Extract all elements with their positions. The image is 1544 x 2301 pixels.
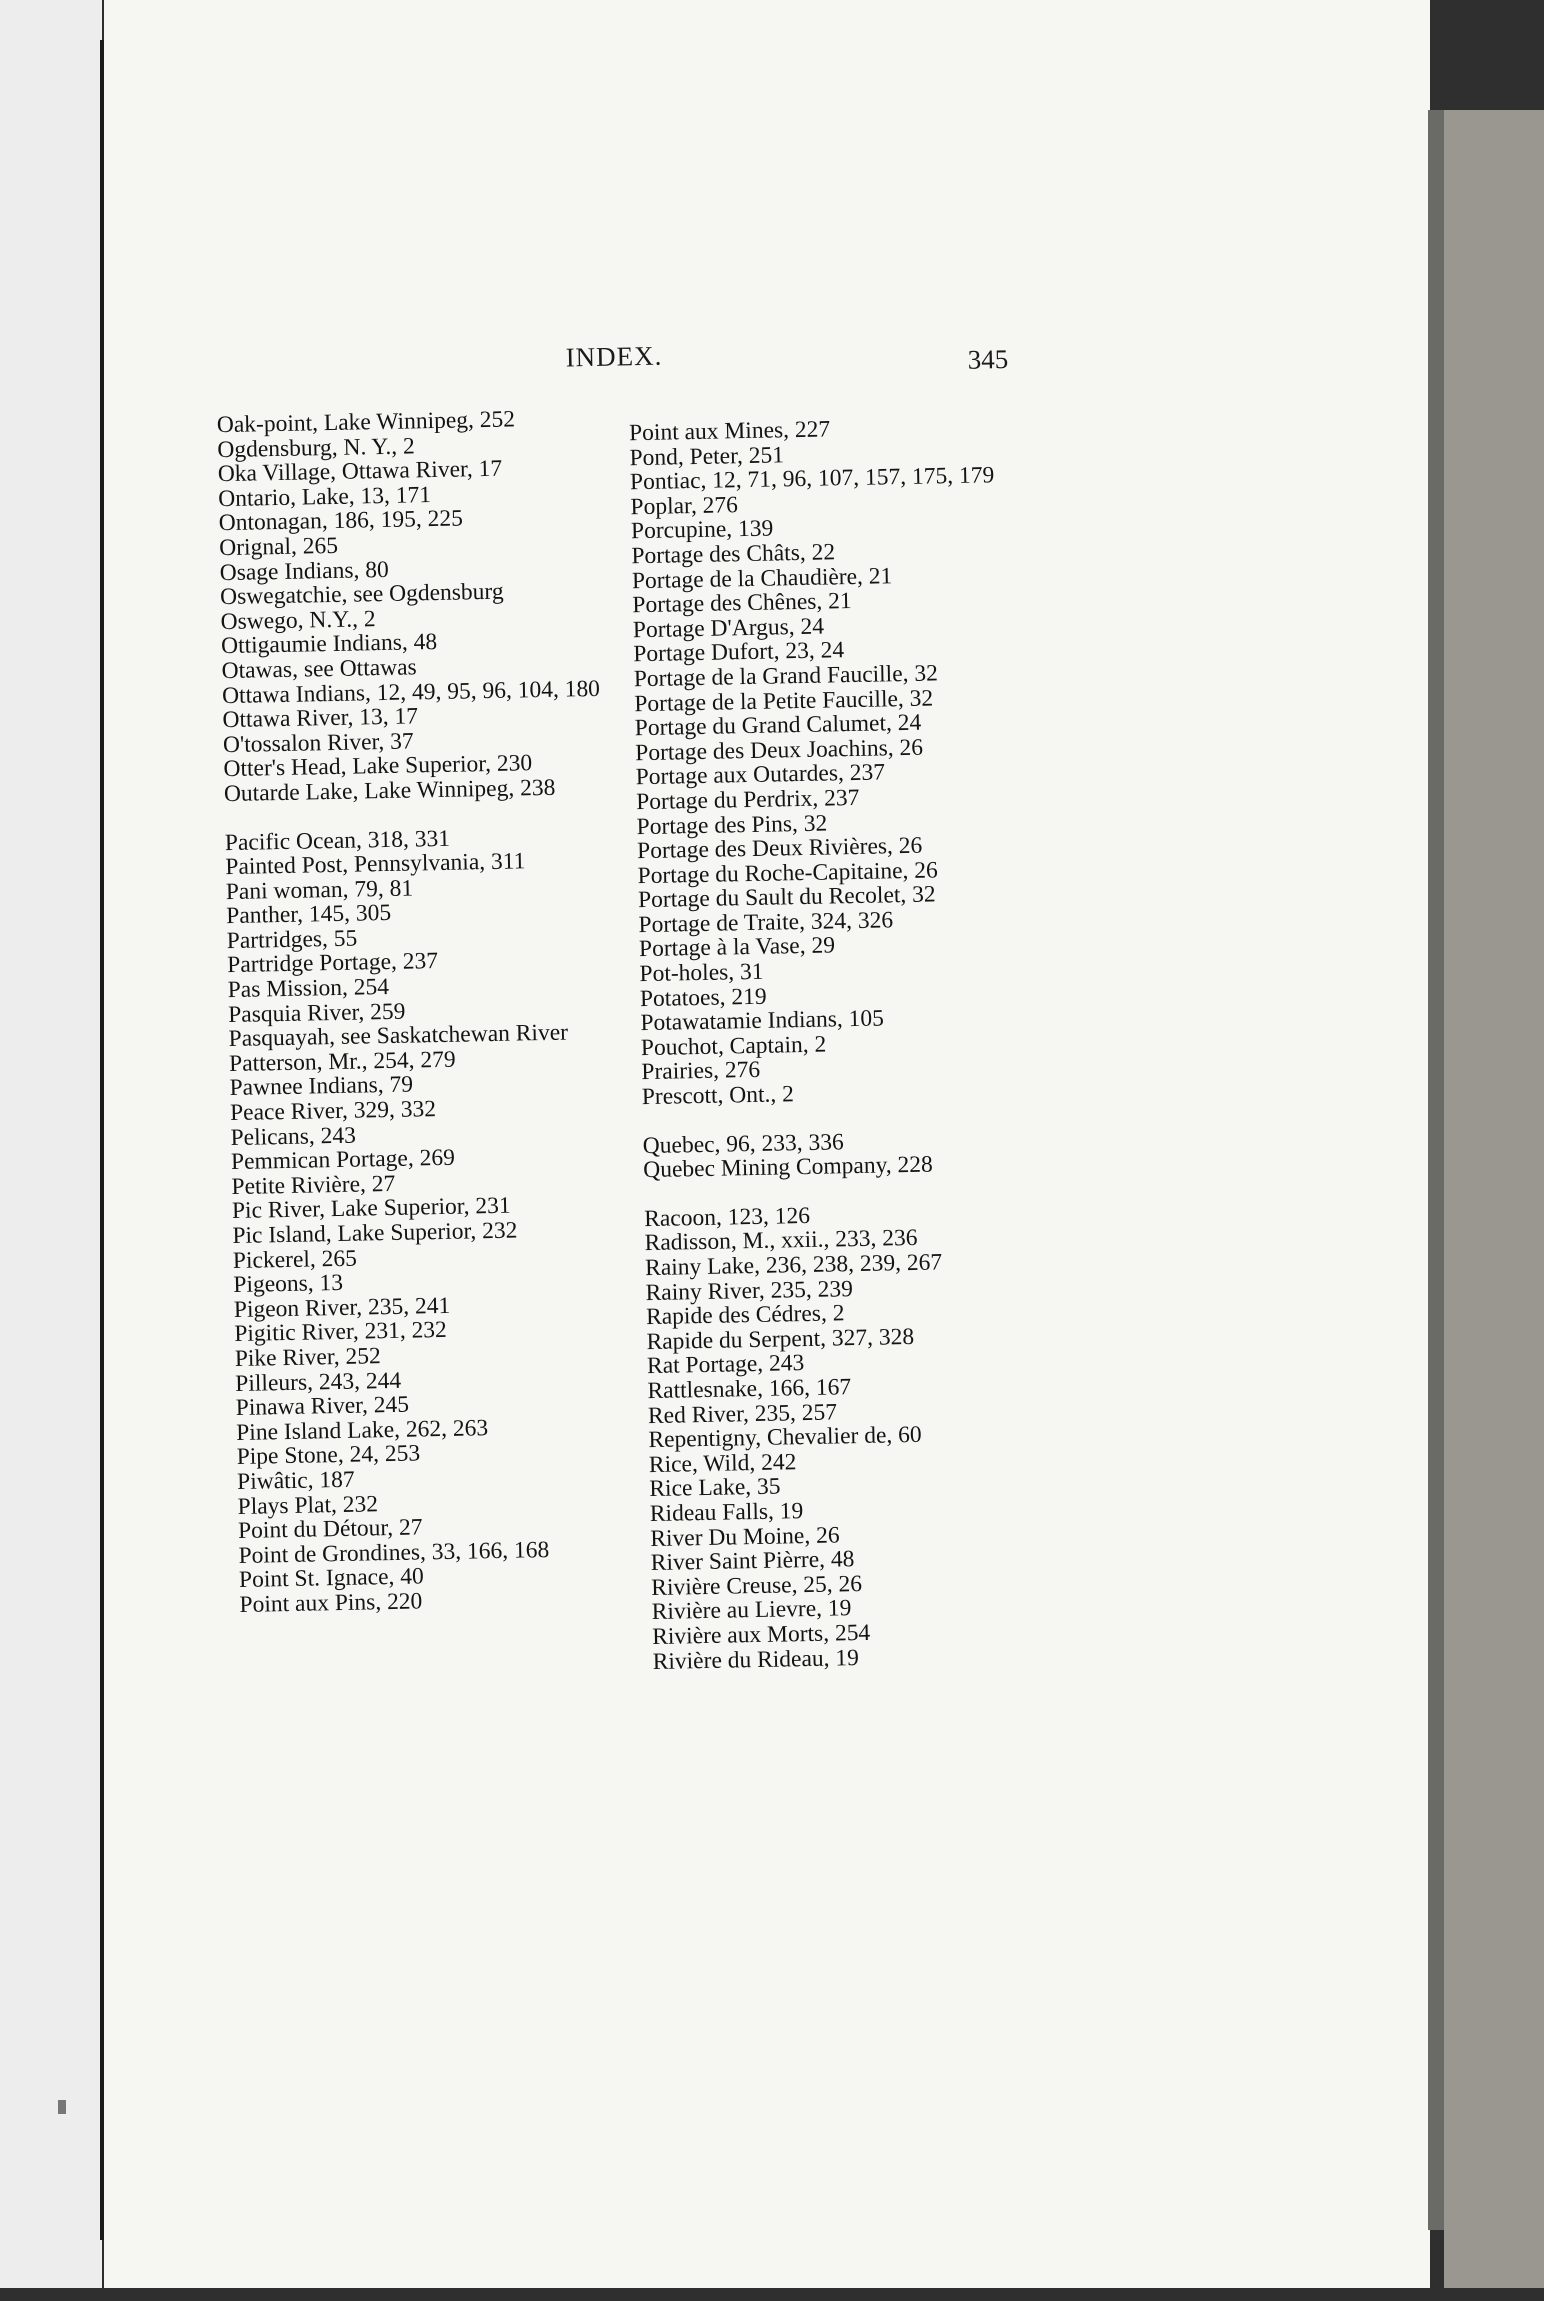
index-entry: Prairies, 276	[641, 1057, 761, 1086]
running-title: INDEX.	[565, 340, 663, 373]
index-entry: Rapide des Cédres, 2	[645, 1300, 845, 1331]
index-entry: Red River, 235, 257	[647, 1399, 838, 1429]
index-entry: Quebec, 96, 233, 336	[642, 1128, 845, 1159]
index-entry: Pontiac, 12, 71, 96, 107, 157, 175, 179	[629, 462, 995, 496]
index-entry: Pic River, Lake Superior, 231	[231, 1193, 511, 1225]
index-entry: Pouchot, Captain, 2	[640, 1031, 827, 1061]
index-entry: Point du Détour, 27	[237, 1514, 423, 1545]
index-entry: Rivière aux Morts, 254	[651, 1619, 871, 1650]
index-entry: Point de Grondines, 33, 166, 168	[238, 1536, 550, 1569]
index-entry: Oswego, N.Y., 2	[220, 605, 376, 635]
index-entry: Pic Island, Lake Superior, 232	[232, 1217, 518, 1250]
index-entry: Potawatamie Indians, 105	[640, 1005, 885, 1037]
index-entry: Pigitic River, 231, 232	[234, 1317, 448, 1348]
index-entry: Portage de la Chaudière, 21	[631, 562, 893, 594]
index-entry: Pine Island Lake, 262, 263	[235, 1414, 489, 1446]
index-entry: Rapide du Serpent, 327, 328	[646, 1323, 915, 1355]
index-entry: Portage à la Vase, 29	[638, 932, 836, 963]
index-entry: Oka Village, Ottawa River, 17	[217, 455, 503, 488]
index-entry: Portage du Sault du Recolet, 32	[637, 881, 936, 914]
index-entry: Repentigny, Chevalier de, 60	[648, 1421, 922, 1454]
index-entry: O'tossalon River, 37	[222, 728, 414, 758]
index-entry: Plays Plat, 232	[237, 1490, 379, 1520]
index-entry: Partridge Portage, 237	[227, 948, 439, 979]
index-entry: Piwâtic, 187	[236, 1466, 355, 1495]
index-entry: Ogdensburg, N. Y., 2	[217, 432, 415, 463]
index-entry: Osage Indians, 80	[219, 556, 389, 586]
index-entry: Porcupine, 139	[630, 515, 774, 545]
index-entry: Portage des Chênes, 21	[632, 588, 852, 619]
index-entry: Ottawa River, 13, 17	[222, 703, 419, 734]
page-number: 345	[967, 343, 1009, 375]
index-entry: Pike River, 252	[234, 1343, 381, 1372]
index-entry: Pacific Ocean, 318, 331	[224, 825, 451, 856]
index-entry: Patterson, Mr., 254, 279	[228, 1046, 456, 1077]
index-entry: Pawnee Indians, 79	[229, 1071, 414, 1102]
index-entry: Panther, 145, 305	[226, 900, 392, 930]
index-entry: Rice, Wild, 242	[648, 1448, 797, 1478]
index-entry: Ottigaumie Indians, 48	[220, 629, 438, 660]
index-entry: Portage de la Grand Faucille, 32	[633, 660, 939, 693]
index-entry: Orignal, 265	[218, 532, 339, 562]
index-entry: Rivière du Rideau, 19	[652, 1644, 860, 1675]
index-entry: Partridges, 55	[226, 925, 358, 954]
index-entry: Pipe Stone, 24, 253	[236, 1440, 421, 1471]
index-entry: Portage des Deux Rivières, 26	[636, 832, 923, 865]
index-entry: Poplar, 276	[630, 491, 739, 521]
index-entry: Otawas, see Ottawas	[221, 654, 417, 685]
index-entry: Portage aux Outardes, 237	[635, 759, 886, 791]
index-entry: Rideau Falls, 19	[649, 1498, 804, 1527]
index-entry: Pelicans, 243	[230, 1122, 357, 1151]
index-entry: Ontario, Lake, 13, 171	[218, 481, 432, 512]
index-entry: Oak-point, Lake Winnipeg, 252	[216, 406, 516, 439]
index-entry: Pas Mission, 254	[227, 974, 390, 1004]
index-entry: Racoon, 123, 126	[643, 1202, 811, 1232]
index-entry: Portage des Châts, 22	[631, 539, 836, 570]
index-entry: Pasquia River, 259	[227, 998, 406, 1028]
index-entry: Portage des Pins, 32	[636, 810, 828, 840]
index-entry: Portage de Traite, 324, 326	[638, 907, 894, 939]
index-entry: Quebec Mining Company, 228	[643, 1151, 934, 1184]
index-entry: Rainy River, 235, 239	[645, 1275, 854, 1306]
index-entry: Petite Rivière, 27	[231, 1170, 396, 1200]
index-entry: Point aux Mines, 227	[628, 416, 831, 447]
index-entry: River Saint Pièrre, 48	[650, 1546, 855, 1577]
index-entry: Portage des Deux Joachins, 26	[634, 734, 924, 766]
index-entry: Outarde Lake, Lake Winnipeg, 238	[223, 774, 556, 808]
index-entry: Pot-holes, 31	[639, 958, 764, 988]
index-entry: Ottawa Indians, 12, 49, 95, 96, 104, 180	[221, 675, 601, 709]
index-entry: Portage de la Petite Faucille, 32	[634, 685, 934, 717]
index-entry: Pinawa River, 245	[235, 1391, 410, 1422]
index-entry: Ontonagan, 186, 195, 225	[218, 505, 464, 537]
index-entry: River Du Moine, 26	[650, 1521, 840, 1552]
index-entry: Rat Portage, 243	[646, 1350, 805, 1380]
index-entry: Rainy Lake, 236, 238, 239, 267	[644, 1249, 943, 1282]
index-entry: Prescott, Ont., 2	[641, 1081, 795, 1111]
index-entry: Pani woman, 79, 81	[225, 875, 414, 905]
index-entry: Rice Lake, 35	[649, 1473, 781, 1503]
index-column-right	[629, 413, 1063, 1674]
index-entry: Portage du Roche-Capitaine, 26	[637, 857, 939, 889]
index-entry: Portage Dufort, 23, 24	[633, 637, 845, 668]
index-column-left	[217, 405, 640, 1617]
index-entry: Pond, Peter, 251	[629, 441, 785, 471]
index-entry: Oswegatchie, see Ogdensburg	[219, 578, 504, 611]
index-entry: Potatoes, 219	[639, 983, 767, 1012]
index-entry: Rivière au Lievre, 19	[651, 1595, 852, 1626]
index-entry: Rivière Creuse, 25, 26	[651, 1570, 863, 1601]
index-entry: Pigeons, 13	[233, 1270, 344, 1299]
index-entry: Portage du Perdrix, 237	[635, 784, 860, 816]
index-entry: Portage du Grand Calumet, 24	[634, 709, 922, 742]
index-entry: Point aux Pins, 220	[239, 1588, 423, 1618]
index-entry: Pemmican Portage, 269	[230, 1144, 456, 1176]
index-entry: Otter's Head, Lake Superior, 230	[223, 750, 533, 783]
index-entry: Rattlesnake, 166, 167	[647, 1374, 852, 1405]
index-entry: Pigeon River, 235, 241	[233, 1292, 451, 1323]
index-entry: Pilleurs, 243, 244	[235, 1367, 402, 1397]
index-entry: Pickerel, 265	[232, 1245, 358, 1274]
index-entry: Peace River, 329, 332	[229, 1096, 437, 1127]
index-entry: Point St. Ignace, 40	[238, 1563, 424, 1594]
index-entry: Portage D'Argus, 24	[632, 613, 825, 643]
index-entry: Pasquayah, see Saskatchewan River	[228, 1019, 569, 1053]
index-entry: Painted Post, Pennsylvania, 311	[225, 848, 526, 881]
index-entry: Radisson, M., xxii., 233, 236	[644, 1225, 918, 1257]
